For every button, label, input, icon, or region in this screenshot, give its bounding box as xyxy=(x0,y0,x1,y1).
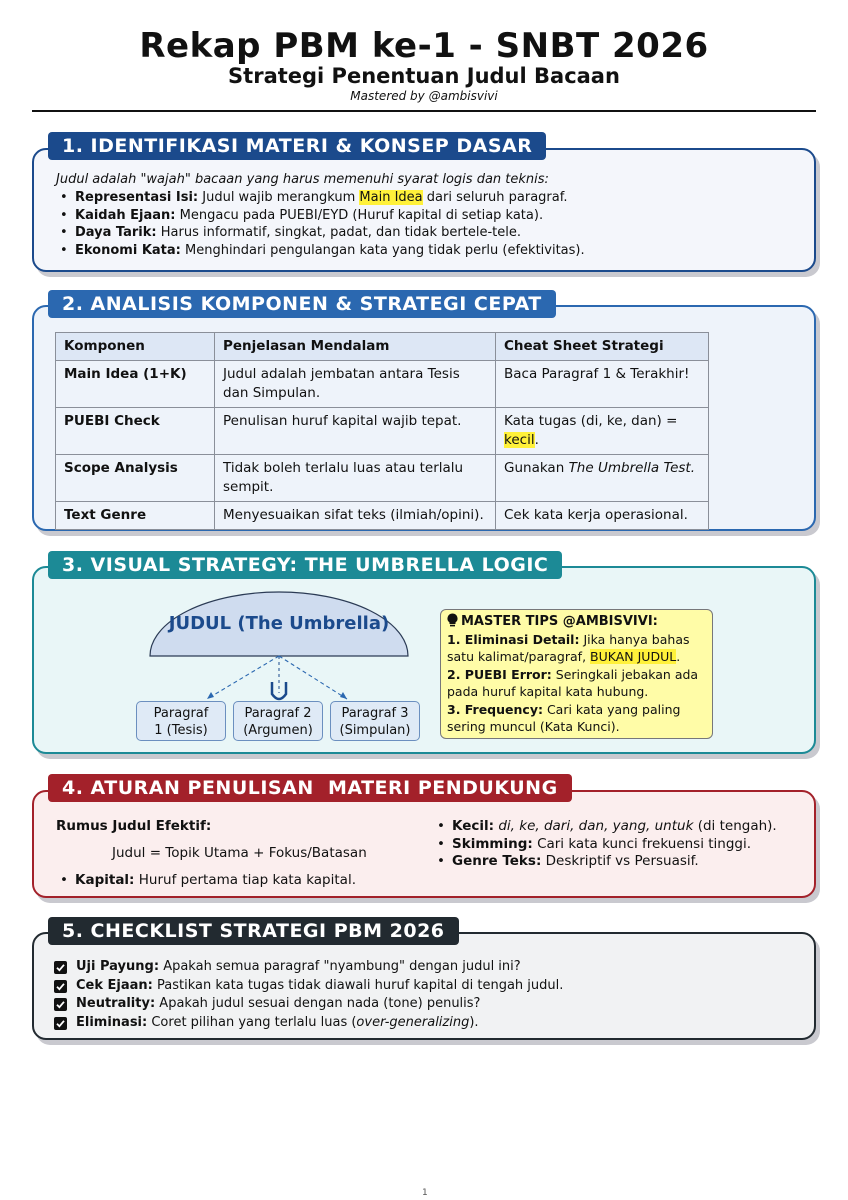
column-header: Komponen xyxy=(56,333,215,361)
list-item: • Representasi Isi: Judul wajib merangkum Main Idea dari seluruh paragraf. xyxy=(56,189,585,207)
tip-3: 3. Frequency: Cari kata yang paling sering muncul (Kata Kunci). xyxy=(447,701,681,734)
column-header: Penjelasan Mendalam xyxy=(215,333,496,361)
section-4-left-list xyxy=(56,872,356,890)
section-1-intro: Judul adalah "wajah" bacaan yang harus memenuhi syarat logis dan teknis: xyxy=(56,172,549,187)
tips-title: MASTER TIPS @AMBISVIVI: xyxy=(461,614,658,629)
formula: Judul = Topik Utama + Fokus/Batasan xyxy=(112,845,367,861)
section-1-heading: 1. IDENTIFIKASI MATERI & KONSEP DASAR xyxy=(48,132,546,160)
checklist-item: Cek Ejaan: Pastikan kata tugas tidak diawali huruf kapital di tengah judul. xyxy=(54,977,563,996)
checklist-item: Eliminasi: Coret pilihan yang terlalu luas (over-generalizing). xyxy=(54,1014,563,1033)
lightbulb-icon xyxy=(447,613,458,627)
rumus-label: Rumus Judul Efektif: xyxy=(56,818,212,834)
section-1-list xyxy=(56,189,585,259)
umbrella-hook xyxy=(272,682,286,699)
section-3-heading: 3. VISUAL STRATEGY: THE UMBRELLA LOGIC xyxy=(48,551,562,579)
checkbox-checked-icon xyxy=(54,961,67,974)
column-header: Cheat Sheet Strategi xyxy=(496,333,709,361)
author-byline: Mastered by @ambisvivi xyxy=(350,89,498,103)
section-2-heading: 2. ANALISIS KOMPONEN & STRATEGI CEPAT xyxy=(48,290,556,318)
section-4-right-list xyxy=(433,818,777,871)
highlight-kecil: kecil xyxy=(504,432,535,448)
table-header-row xyxy=(56,333,709,361)
table-row: Main Idea (1+K) Judul adalah jembatan antara Tesis dan Simpulan. Baca Paragraf 1 & Terakhir! xyxy=(56,361,709,408)
checkbox-checked-icon xyxy=(54,1017,67,1030)
list-item: • Kapital: Huruf pertama tiap kata kapital. xyxy=(56,872,356,890)
table-row: Scope Analysis Tidak boleh terlalu luas atau terlalu sempit. Gunakan The Umbrella Test. xyxy=(56,455,709,502)
list-item: • Genre Teks: Deskriptif vs Persuasif. xyxy=(433,853,777,871)
table-row: Text Genre Menyesuaikan sifat teks (ilmiah/opini). Cek kata kerja operasional. xyxy=(56,502,709,530)
tip-2: 2. PUEBI Error: Seringkali jebakan ada pada huruf kapital kata hubung. xyxy=(447,666,699,699)
page-number: 1 xyxy=(422,1188,428,1198)
list-item: • Daya Tarik: Harus informatif, singkat, padat, dan tidak bertele-tele. xyxy=(56,224,585,242)
checkbox-checked-icon xyxy=(54,980,67,993)
checklist xyxy=(54,958,563,1032)
paragraph-card-1: Paragraf 1 (Tesis) xyxy=(136,701,226,741)
header-divider xyxy=(32,110,816,112)
umbrella-label: JUDUL (The Umbrella) xyxy=(168,613,390,634)
tip-1: 1. Eliminasi Detail: Jika hanya bahas satu kalimat/paragraf, BUKAN JUDUL. xyxy=(447,631,690,664)
section-5-heading: 5. CHECKLIST STRATEGI PBM 2026 xyxy=(48,917,459,945)
connector-line xyxy=(207,656,279,699)
paragraph-card-3: Paragraf 3 (Simpulan) xyxy=(330,701,420,741)
highlight-main-idea: Main Idea xyxy=(359,190,423,205)
paragraph-card-2: Paragraf 2 (Argumen) xyxy=(233,701,323,741)
component-table xyxy=(55,332,709,530)
highlight-bukan-judul: BUKAN JUDUL xyxy=(590,649,677,664)
connector-line xyxy=(279,656,347,699)
list-item: • Skimming: Cari kata kunci frekuensi tinggi. xyxy=(433,836,777,854)
list-item: • Ekonomi Kata: Menghindari pengulangan kata yang tidak perlu (efektivitas). xyxy=(56,242,585,260)
list-item: • Kecil: di, ke, dari, dan, yang, untuk (di tengah). xyxy=(433,818,777,836)
checkbox-checked-icon xyxy=(54,998,67,1011)
checklist-item: Neutrality: Apakah judul sesuai dengan nada (tone) penulis? xyxy=(54,995,563,1014)
list-item: • Kaidah Ejaan: Mengacu pada PUEBI/EYD (Huruf kapital di setiap kata). xyxy=(56,207,585,225)
checklist-item: Uji Payung: Apakah semua paragraf "nyambung" dengan judul ini? xyxy=(54,958,563,977)
document-subtitle: Strategi Penentuan Judul Bacaan xyxy=(228,64,620,88)
document-title: Rekap PBM ke-1 - SNBT 2026 xyxy=(139,26,709,66)
master-tips-box xyxy=(440,609,713,739)
table-row: PUEBI Check Penulisan huruf kapital wajib tepat. Kata tugas (di, ke, dan) = kecil. xyxy=(56,408,709,455)
section-4-heading: 4. ATURAN PENULISAN MATERI PENDUKUNG xyxy=(48,774,572,802)
